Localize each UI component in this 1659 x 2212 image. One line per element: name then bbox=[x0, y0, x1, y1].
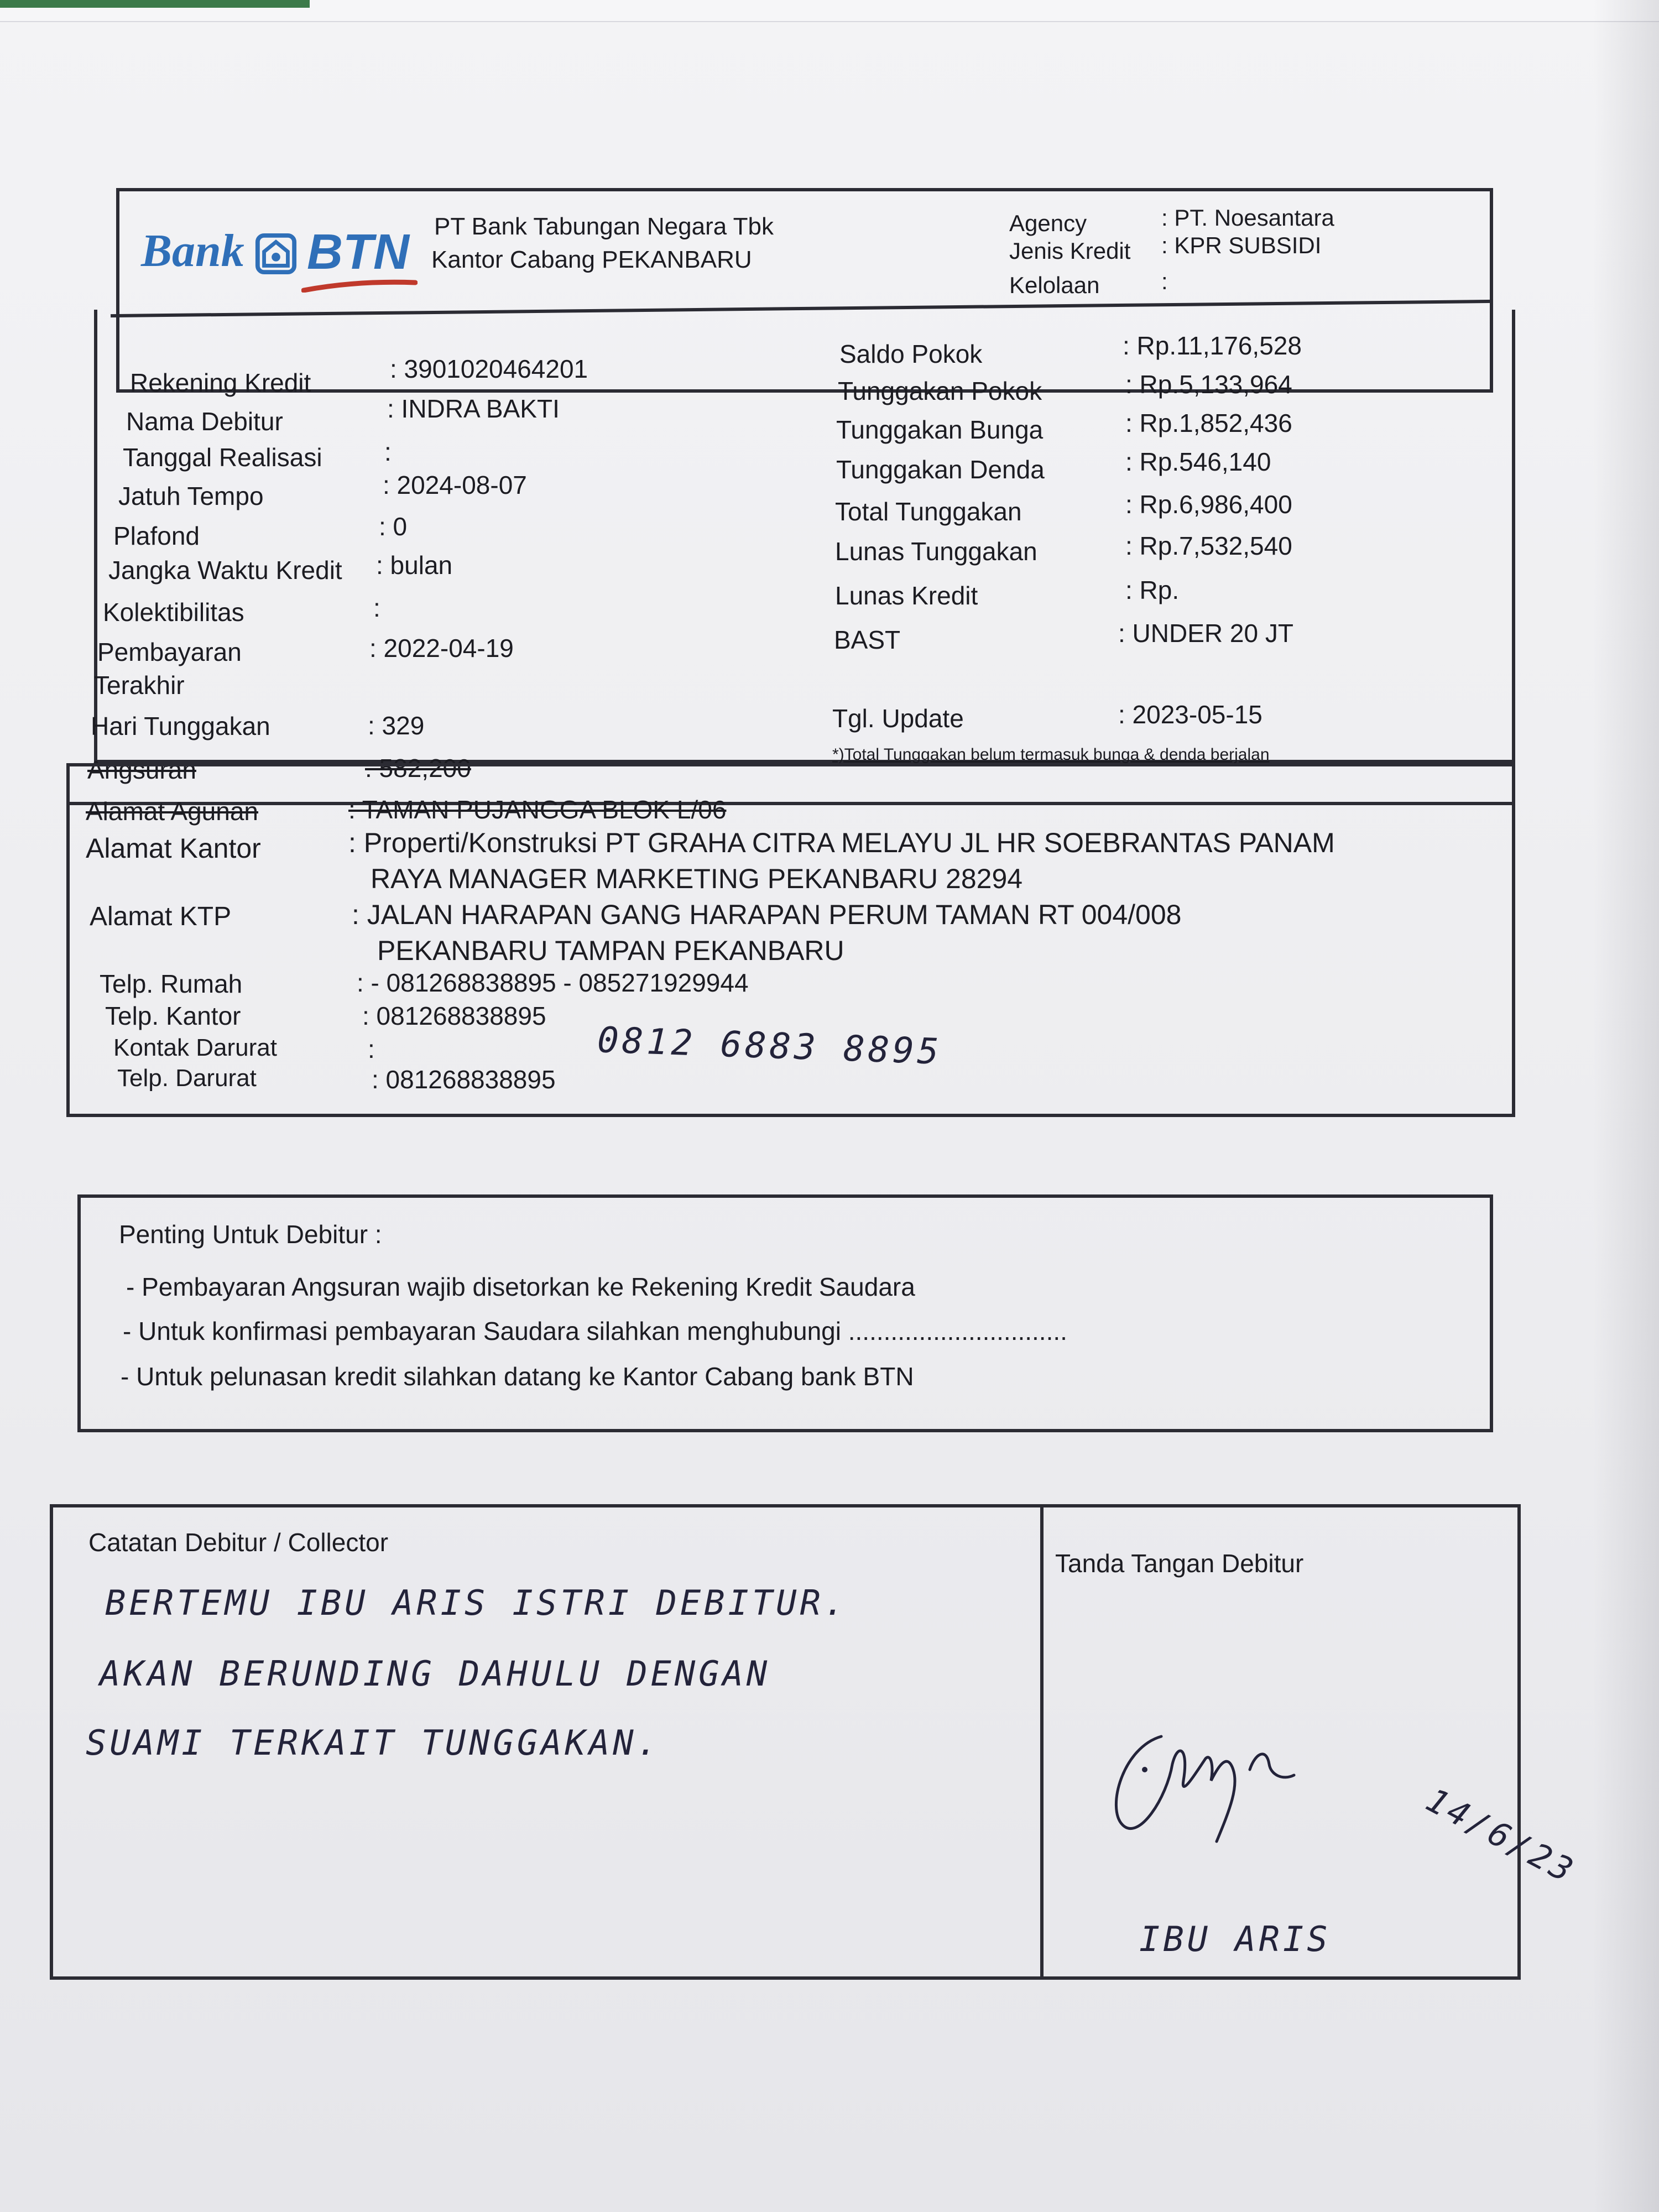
telp-kantor-label: Telp. Kantor bbox=[105, 1001, 241, 1030]
alamat-ktp-label: Alamat KTP bbox=[90, 902, 232, 931]
pembayaran-terakhir-value: : 2022-04-19 bbox=[369, 634, 514, 662]
jenis-kredit-value: : KPR SUBSIDI bbox=[1161, 232, 1322, 258]
address-divider bbox=[66, 802, 1515, 805]
logo-bank-word: Bank bbox=[141, 225, 244, 276]
alamat-ktp-value-line1: : JALAN HARAPAN GANG HARAPAN PERUM TAMAN RT 004/008 bbox=[352, 899, 1182, 930]
jangka-waktu-value: : bulan bbox=[376, 551, 453, 580]
telp-rumah-value: : - 081268838895 - 085271929944 bbox=[357, 968, 749, 997]
tunggakan-denda-value: : Rp.546,140 bbox=[1125, 447, 1271, 476]
telp-rumah-label: Telp. Rumah bbox=[100, 969, 243, 998]
jenis-kredit-label: Jenis Kredit bbox=[1009, 238, 1131, 264]
bank-name: PT Bank Tabungan Negara Tbk bbox=[434, 213, 774, 240]
nama-debitur-value: : INDRA BAKTI bbox=[387, 394, 560, 423]
btn-house-icon bbox=[254, 232, 298, 275]
collector-title: Catatan Debitur / Collector bbox=[88, 1528, 389, 1557]
signature-name: IBU ARIS bbox=[1139, 1919, 1331, 1959]
alamat-kantor-value-line1: : Properti/Konstruksi PT GRAHA CITRA MELAYU JL HR SOEBRANTAS PANAM bbox=[348, 827, 1335, 858]
jatuh-tempo-value: : 2024-08-07 bbox=[383, 471, 527, 499]
saldo-pokok-label: Saldo Pokok bbox=[839, 340, 983, 368]
lunas-kredit-label: Lunas Kredit bbox=[835, 581, 978, 610]
alamat-agunan-value: : TAMAN PUJANGGA BLOK L/06 bbox=[348, 795, 727, 824]
total-tunggakan-label: Total Tunggakan bbox=[835, 497, 1022, 526]
notice-line-2: - Untuk konfirmasi pembayaran Saudara silahkan menghubungi ............................... bbox=[123, 1317, 1067, 1345]
tgl-update-value: : 2023-05-15 bbox=[1118, 700, 1262, 729]
green-strip bbox=[0, 0, 310, 8]
logo-swoosh bbox=[301, 279, 418, 293]
logo-brand-word: BTN bbox=[307, 225, 409, 280]
footnote: *)Total Tunggakan belum termasuk bunga & denda berjalan bbox=[832, 745, 1270, 764]
tunggakan-pokok-value: : Rp.5,133,964 bbox=[1125, 370, 1292, 399]
nama-debitur-label: Nama Debitur bbox=[126, 407, 283, 436]
tunggakan-bunga-label: Tunggakan Bunga bbox=[836, 415, 1044, 444]
underlying-sheet-edge bbox=[0, 0, 1659, 22]
tanggal-realisasi-value: : bbox=[384, 437, 392, 466]
angsuran-label: Angsuran bbox=[87, 755, 196, 784]
notice-line-1: - Pembayaran Angsuran wajib disetorkan ke Rekening Kredit Saudara bbox=[126, 1272, 915, 1301]
bast-label: BAST bbox=[834, 625, 901, 654]
alamat-kantor-value-line2: RAYA MANAGER MARKETING PEKANBARU 28294 bbox=[371, 863, 1023, 894]
kelolaan-value: : bbox=[1161, 268, 1168, 294]
tanggal-realisasi-label: Tanggal Realisasi bbox=[123, 443, 322, 472]
agency-value: : PT. Noesantara bbox=[1161, 205, 1334, 231]
angsuran-value: : 582,200 bbox=[365, 754, 471, 782]
signature-date: 14/6/23 bbox=[1420, 1781, 1582, 1892]
kolektibilitas-value: : bbox=[373, 593, 380, 622]
rekening-kredit-value: : 3901020464201 bbox=[390, 354, 588, 383]
signature-divider bbox=[1040, 1507, 1044, 1976]
signature-mark bbox=[1100, 1714, 1333, 1858]
plafond-label: Plafond bbox=[113, 521, 200, 550]
tunggakan-bunga-value: : Rp.1,852,436 bbox=[1125, 409, 1292, 437]
agency-label: Agency bbox=[1009, 210, 1087, 236]
collector-note-line-3: SUAMI TERKAIT TUNGGAKAN. bbox=[86, 1723, 661, 1763]
lunas-tunggakan-value: : Rp.7,532,540 bbox=[1125, 531, 1292, 560]
lunas-tunggakan-label: Lunas Tunggakan bbox=[835, 537, 1037, 566]
tunggakan-pokok-label: Tunggakan Pokok bbox=[838, 377, 1042, 405]
bast-value: : UNDER 20 JT bbox=[1118, 619, 1293, 648]
kontak-darurat-label: Kontak Darurat bbox=[113, 1034, 277, 1061]
telp-kantor-value: : 081268838895 bbox=[362, 1001, 546, 1030]
alamat-agunan-label: Alamat Agunan bbox=[86, 797, 259, 826]
branch-name: Kantor Cabang PEKANBARU bbox=[431, 246, 752, 273]
saldo-pokok-value: : Rp.11,176,528 bbox=[1123, 331, 1302, 360]
telp-darurat-value: : 081268838895 bbox=[372, 1065, 556, 1094]
terakhir-label: Terakhir bbox=[94, 671, 185, 700]
tunggakan-denda-label: Tunggakan Denda bbox=[836, 455, 1045, 484]
alamat-kantor-label: Alamat Kantor bbox=[86, 833, 261, 864]
kelolaan-label: Kelolaan bbox=[1009, 272, 1100, 298]
rekening-kredit-label: Rekening Kredit bbox=[130, 368, 311, 397]
jatuh-tempo-label: Jatuh Tempo bbox=[118, 482, 264, 510]
hari-tunggakan-value: : 329 bbox=[368, 711, 425, 740]
kolektibilitas-label: Kolektibilitas bbox=[103, 598, 244, 627]
paper-edge-shadow bbox=[1593, 0, 1659, 2212]
total-tunggakan-value: : Rp.6,986,400 bbox=[1125, 490, 1292, 519]
kontak-darurat-value: : bbox=[368, 1035, 375, 1063]
collector-note-line-1: BERTEMU IBU ARIS ISTRI DEBITUR. bbox=[105, 1583, 848, 1623]
jangka-waktu-label: Jangka Waktu Kredit bbox=[108, 556, 342, 585]
notice-line-3: - Untuk pelunasan kredit silahkan datang ke Kantor Cabang bank BTN bbox=[121, 1362, 914, 1391]
tgl-update-label: Tgl. Update bbox=[832, 704, 964, 733]
telp-darurat-label: Telp. Darurat bbox=[117, 1065, 257, 1092]
bank-logo bbox=[141, 224, 429, 290]
kontak-darurat-handwritten: 0812 6883 8895 bbox=[596, 1020, 943, 1073]
plafond-value: : 0 bbox=[379, 512, 408, 541]
notice-title: Penting Untuk Debitur : bbox=[119, 1220, 382, 1249]
lunas-kredit-value: : Rp. bbox=[1125, 576, 1180, 604]
alamat-ktp-value-line2: PEKANBARU TAMPAN PEKANBARU bbox=[377, 935, 844, 966]
collector-note-line-2: AKAN BERUNDING DAHULU DENGAN bbox=[100, 1653, 771, 1694]
signature-title: Tanda Tangan Debitur bbox=[1055, 1549, 1304, 1578]
hari-tunggakan-label: Hari Tunggakan bbox=[91, 712, 270, 740]
pembayaran-label: Pembayaran bbox=[97, 638, 242, 666]
